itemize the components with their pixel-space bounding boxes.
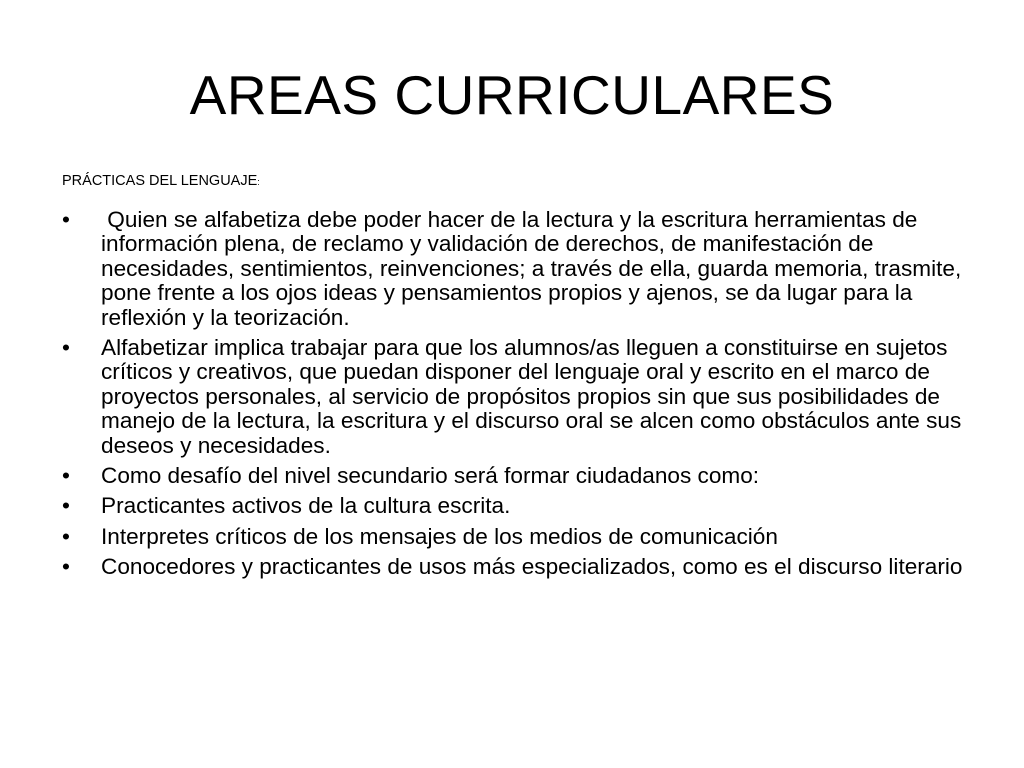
bullet-item [62,336,982,458]
bullet-marker: • [62,207,70,232]
section-label-text: PRÁCTICAS DEL LENGUAJE [62,173,258,189]
bullet-marker: • [62,523,70,549]
bullet-item [62,494,982,518]
bullet-marker: • [62,493,70,519]
bullet-item [62,525,982,549]
bullet-text: Alfabetizar implica trabajar para que los alumnos/as lleguen a constituirse en sujetos críticos y creativos, que puedan disponer del lenguaje oral y escrito en el marco de proyectos personales, al servicio de propósitos propios sin que sus posibilidades de manejo de la lectura, la escritura y el discurso oral se alcen como obstáculos ante sus deseos y necesidades. [101,335,962,458]
bullet-item [62,555,982,579]
bullet-list [62,208,982,586]
bullet-text: Conocedores y practicantes de usos más especializados, como es el discurso literario [101,554,963,580]
section-label [62,172,260,191]
bullet-marker: • [62,335,70,361]
bullet-text: Como desafío del nivel secundario será formar ciudadanos como: [101,463,760,489]
bullet-text: Practicantes activos de la cultura escrita. [101,493,511,519]
section-label-colon: : [257,177,260,187]
bullet-text: Interpretes críticos de los mensajes de los medios de comunicación [101,523,778,549]
bullet-marker: • [62,463,70,489]
bullet-marker: • [62,554,70,580]
bullet-item [62,464,982,488]
bullet-item [62,208,982,330]
slide-title: AREAS CURRICULARES [189,64,835,126]
bullet-text: Quien se alfabetiza debe poder hacer de la lectura y la escritura herramientas de información plena, de reclamo y validación de derechos, de manifestación de necesidades, sentimientos, reinvenciones; a través de ella, guarda memoria, trasmite, pone frente a los ojos ideas y pensamientos propios y ajenos, se da lugar para la reflexión y la teorización. [101,207,968,330]
